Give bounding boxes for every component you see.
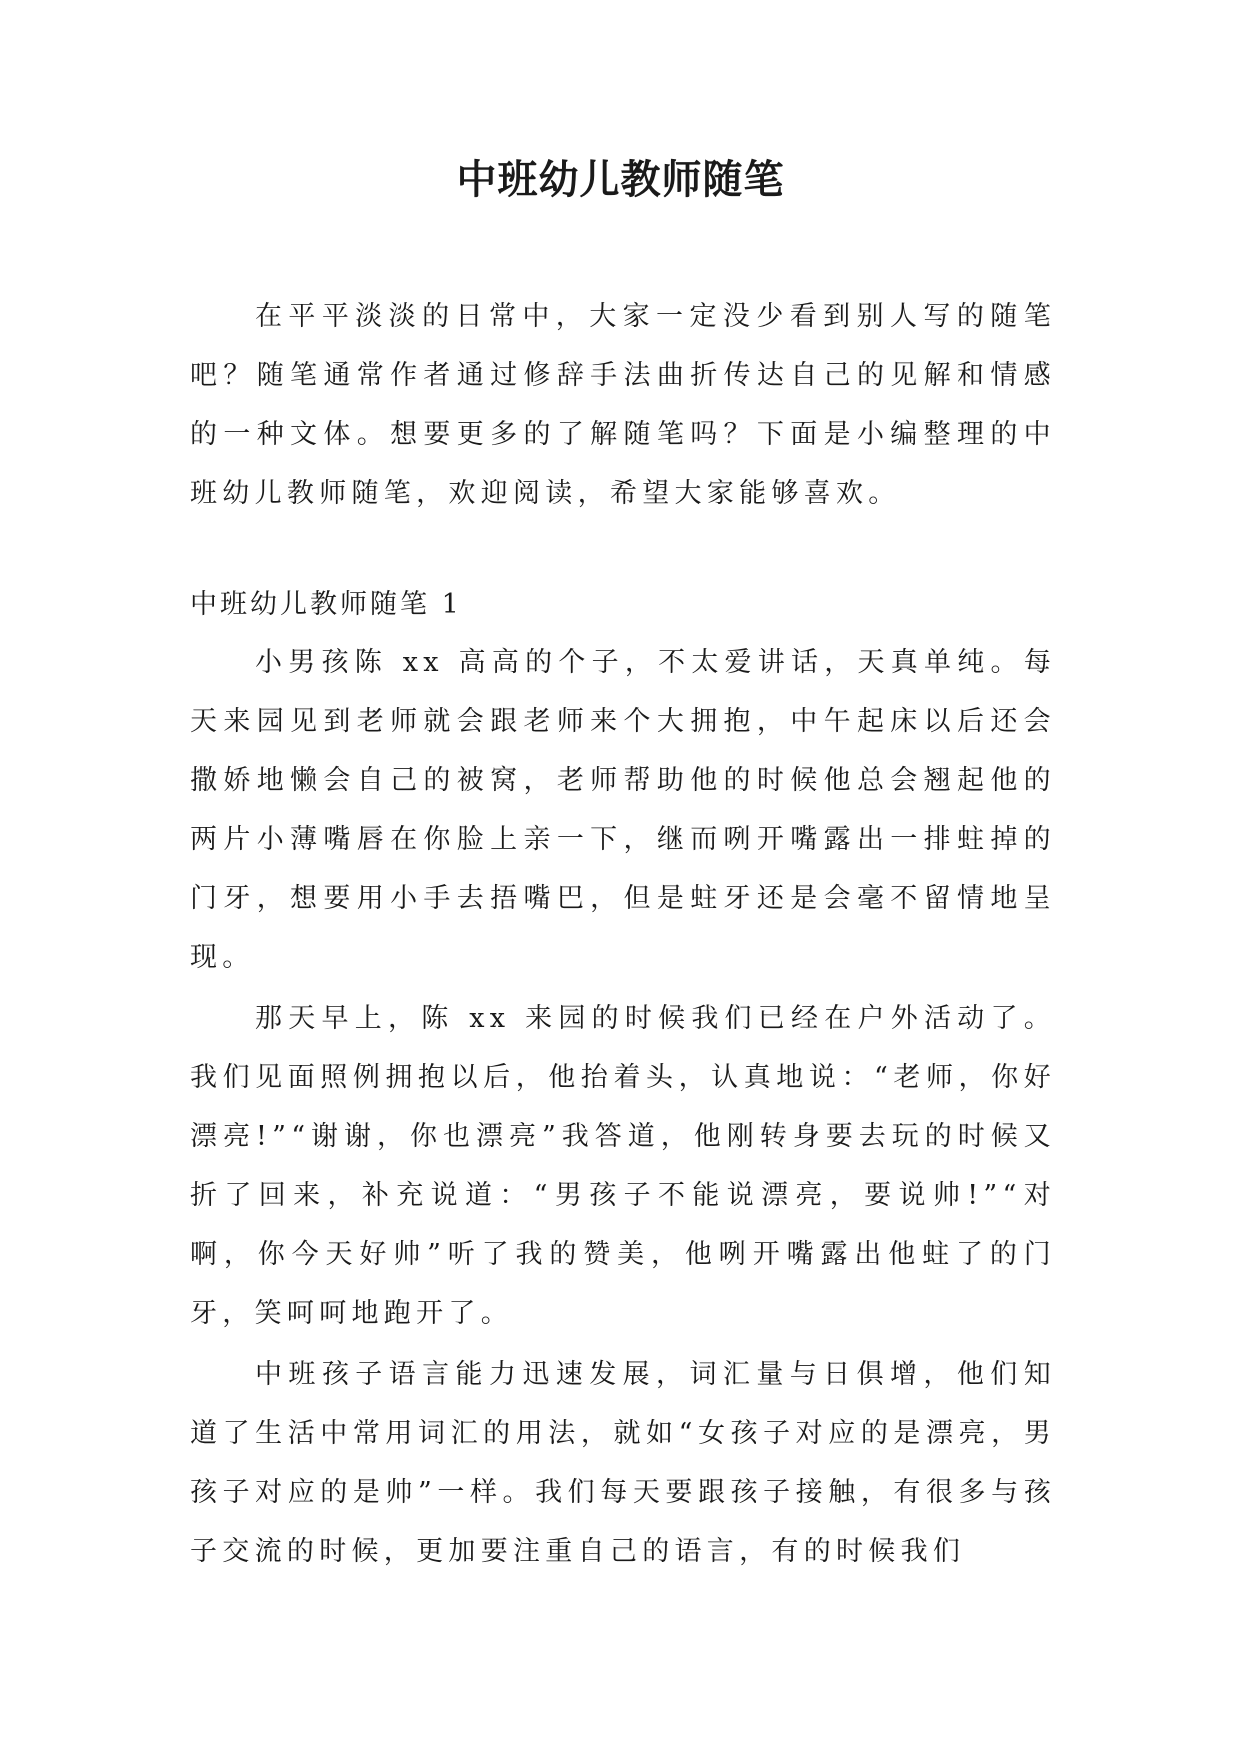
body-paragraph-1: 小男孩陈 xx 高高的个子，不太爱讲话，天真单纯。每天来园见到老师就会跟老师来个大拥抱，中午起床以后还会撒娇地懒会自己的被窝，老师帮助他的时候他总会翘起他的两片小薄嘴唇在你脸上亲一下，继而咧开嘴露出一排蛀掉的门牙，想要用小手去捂嘴巴，但是蛀牙还是会毫不留情地呈现。 — [190, 647, 1056, 973]
section-heading: 中班幼儿教师随笔 1 — [190, 589, 462, 620]
body-paragraph-3: 中班孩子语言能力迅速发展，词汇量与日俱增，他们知道了生活中常用词汇的用法，就如“女孩子对应的是漂亮，男孩子对应的是帅”一样。我们每天要跟孩子接触，有很多与孩子交流的时候，更加要注重自己的语言，有的时候我们 — [190, 1359, 1056, 1567]
intro-paragraph: 在平平淡淡的日常中，大家一定没少看到别人写的随笔吧？随笔通常作者通过修辞手法曲折传达自己的见解和情感的一种文体。想要更多的了解随笔吗？下面是小编整理的中班幼儿教师随笔，欢迎阅读，希望大家能够喜欢。 — [190, 301, 1056, 509]
body-paragraph-2: 那天早上，陈 xx 来园的时候我们已经在户外活动了。我们见面照例拥抱以后，他抬着头，认真地说：“老师，你好漂亮!”“谢谢，你也漂亮”我答道，他刚转身要去玩的时候又折了回来，补充说道：“男孩子不能说漂亮，要说帅!”“对啊，你今天好帅”听了我的赞美，他咧开嘴露出他蛀了的门牙，笑呵呵地跑开了。 — [190, 1003, 1056, 1329]
document-title: 中班幼儿教师随笔 — [456, 156, 785, 203]
